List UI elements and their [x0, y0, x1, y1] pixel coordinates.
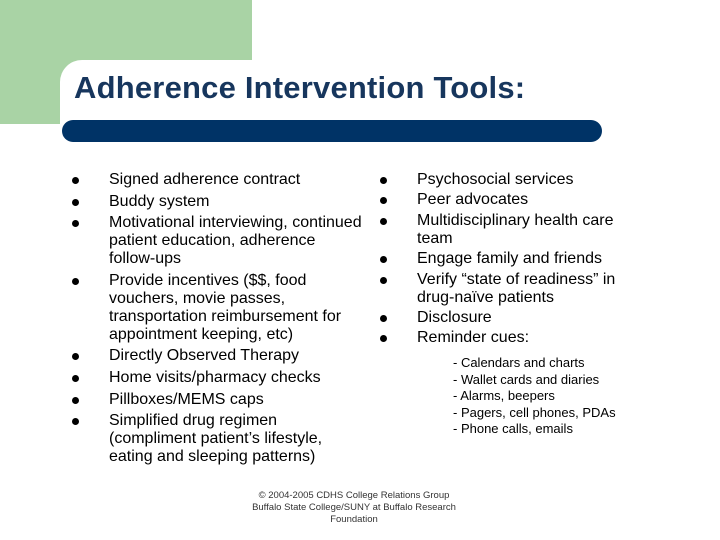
list-item: [380, 271, 650, 307]
bullet-icon: [72, 199, 79, 206]
list-item-text: Psychosocial services: [417, 171, 574, 188]
slide-title: Adherence Intervention Tools:: [74, 70, 526, 105]
list-item-text: Directly Observed Therapy: [109, 347, 299, 365]
bullet-icon: [380, 277, 387, 284]
list-item-text: Buddy system: [109, 192, 210, 210]
footer-line: © 2004-2005 CDHS College Relations Group: [258, 490, 450, 501]
bullet-icon: [72, 278, 79, 285]
list-item: [72, 214, 362, 268]
list-item: [380, 250, 650, 268]
list-item-text: Signed adherence contract: [109, 171, 301, 188]
bullet-icon: [72, 418, 79, 425]
footer-line: Foundation: [330, 514, 378, 525]
list-item: [72, 391, 362, 409]
bullet-icon: [380, 197, 387, 204]
right-bullet-list: [380, 171, 650, 350]
bullet-icon: [72, 177, 79, 184]
list-item-text: Home visits/pharmacy checks: [109, 368, 321, 386]
list-item: [380, 191, 650, 209]
title-underline-bar: [62, 120, 602, 142]
left-bullet-list: [72, 171, 362, 470]
list-item-text: Pillboxes/MEMS caps: [109, 390, 264, 408]
list-item: [380, 309, 650, 327]
cue-item: - Phone calls, emails: [453, 421, 573, 436]
list-item-text: Simplified drug regimen (compliment patient’s lifestyle, eating and sleeping patterns): [109, 412, 323, 466]
list-item-text: Disclosure: [417, 308, 492, 326]
cue-item: - Pagers, cell phones, PDAs: [453, 404, 616, 420]
list-item: [72, 193, 362, 211]
bullet-icon: [72, 397, 79, 404]
list-item: [72, 412, 362, 466]
cue-item: - Alarms, beepers: [453, 388, 555, 403]
list-item-text: Provide incentives ($$, food vouchers, movie passes, transportation reimbursement for appointment keeping, etc): [109, 271, 342, 343]
list-item: [72, 272, 362, 344]
list-item: [380, 212, 650, 248]
bullet-icon: [380, 256, 387, 263]
list-item: [72, 369, 362, 387]
bullet-icon: [380, 177, 387, 184]
list-item-text: Verify “state of readiness” in drug-naïve patients: [417, 270, 616, 306]
list-item-text: Motivational interviewing, continued patient education, adherence follow-ups: [109, 214, 362, 268]
footer-line: Buffalo State College/SUNY at Buffalo Research: [252, 502, 456, 513]
bullet-icon: [72, 375, 79, 382]
list-item-text: Engage family and friends: [417, 250, 602, 268]
list-item-text: Peer advocates: [417, 191, 529, 209]
list-item: [380, 329, 650, 347]
list-item: [380, 171, 650, 189]
list-item: [72, 171, 362, 189]
reminder-cues-list: [453, 355, 693, 438]
bullet-icon: [72, 220, 79, 227]
bullet-icon: [380, 315, 387, 322]
list-item-text: Reminder cues:: [417, 329, 530, 347]
bullet-icon: [380, 335, 387, 342]
bullet-icon: [380, 218, 387, 225]
copyright-footer: [238, 490, 470, 526]
cue-item: - Calendars and charts: [453, 355, 585, 370]
list-item: [72, 347, 362, 365]
bullet-icon: [72, 353, 79, 360]
list-item-text: Multidisciplinary health care team: [417, 211, 614, 247]
cue-item: - Wallet cards and diaries: [453, 371, 600, 387]
